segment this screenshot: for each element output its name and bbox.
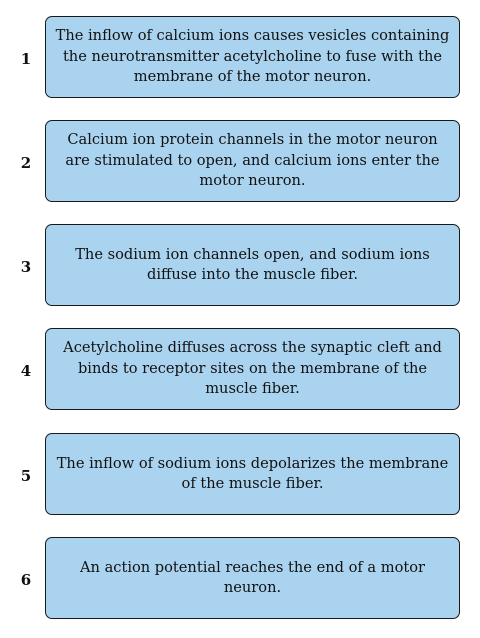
step-box-6: An action potential reaches the end of a motor neuron. bbox=[45, 537, 460, 619]
step-number-4: 4 bbox=[20, 362, 32, 380]
step-box-3: The sodium ion channels open, and sodium ions diffuse into the muscle fiber. bbox=[45, 224, 460, 306]
step-row-1 bbox=[0, 16, 480, 102]
step-number-3: 3 bbox=[20, 258, 32, 276]
step-box-1: The inflow of calcium ions causes vesicles containing the neurotransmitter acetylcholine to fuse with the membrane of the motor neuron. bbox=[45, 16, 460, 98]
step-number-1: 1 bbox=[20, 50, 32, 68]
step-row-5 bbox=[0, 433, 480, 519]
step-number-6: 6 bbox=[20, 571, 32, 589]
step-row-2 bbox=[0, 120, 480, 206]
step-number-5: 5 bbox=[20, 467, 32, 485]
step-box-5: The inflow of sodium ions depolarizes the membrane of the muscle fiber. bbox=[45, 433, 460, 515]
step-box-4: Acetylcholine diffuses across the synaptic cleft and binds to receptor sites on the membrane of the muscle fiber. bbox=[45, 328, 460, 410]
step-number-2: 2 bbox=[20, 154, 32, 172]
step-box-2: Calcium ion protein channels in the motor neuron are stimulated to open, and calcium ions enter the motor neuron. bbox=[45, 120, 460, 202]
step-row-6 bbox=[0, 537, 480, 623]
step-row-3 bbox=[0, 224, 480, 310]
step-row-4 bbox=[0, 328, 480, 414]
